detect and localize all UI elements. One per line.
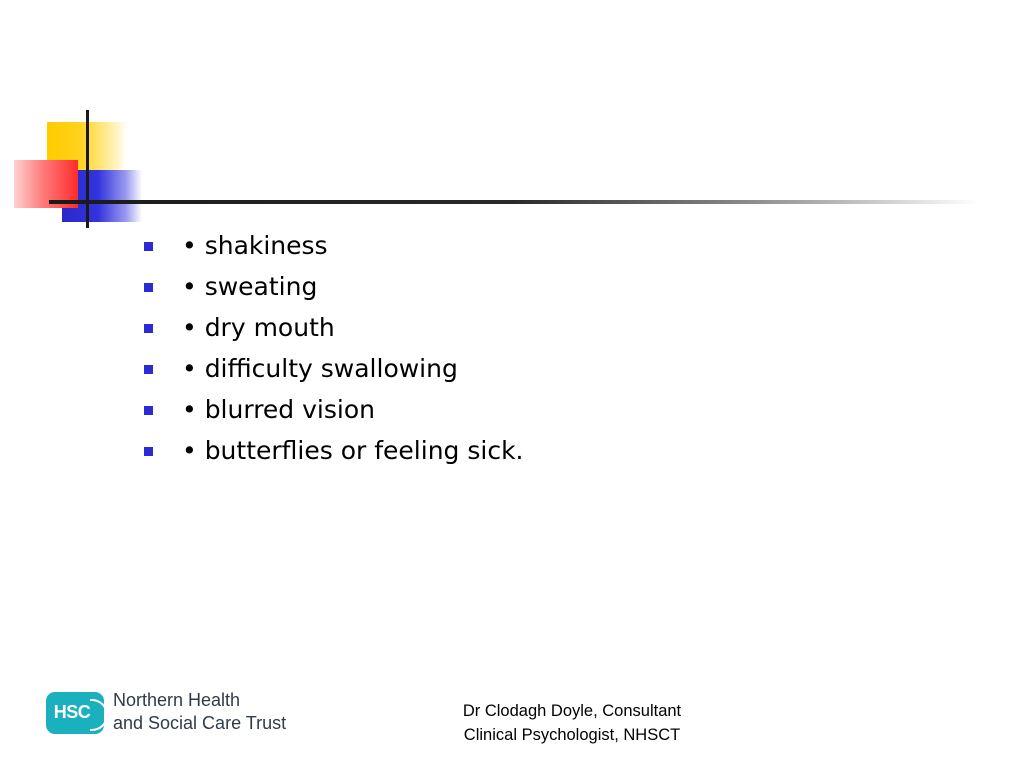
list-item: [144, 432, 524, 473]
list-item-text: • butterflies or feeling sick.: [182, 436, 524, 465]
list-item: [144, 350, 524, 391]
logo-org-line2: and Social Care Trust: [113, 713, 287, 733]
logo-org-line1: Northern Health: [113, 690, 241, 710]
footer-credit-line2: Clinical Psychologist, NHSCT: [463, 726, 681, 744]
hsc-badge: [46, 692, 104, 734]
title-divider-line: [49, 200, 979, 204]
list-item-text: • shakiness: [182, 231, 328, 260]
footer-credit-line1: Dr Clodagh Doyle, Consultant: [462, 702, 682, 720]
bullet-square-icon: [144, 365, 153, 374]
list-item: [144, 227, 524, 268]
footer-credit: [412, 699, 732, 747]
list-item: [144, 391, 524, 432]
bullet-square-icon: [144, 324, 153, 333]
list-item: [144, 309, 524, 350]
bullet-square-icon: [144, 406, 153, 415]
list-item-text: • difficulty swallowing: [182, 354, 458, 383]
list-item-text: • dry mouth: [182, 313, 335, 342]
bullet-square-icon: [144, 447, 153, 456]
hsc-arc-icon: [90, 699, 108, 731]
hsc-trust-logo: [46, 690, 306, 738]
hsc-badge-text: HSC: [53, 702, 91, 722]
bullet-square-icon: [144, 283, 153, 292]
list-item: [144, 268, 524, 309]
list-item-text: • sweating: [182, 272, 318, 301]
list-item-text: • blurred vision: [182, 395, 375, 424]
decorative-vertical-rule: [86, 110, 89, 228]
bullet-square-icon: [144, 242, 153, 251]
bullet-list: [144, 227, 524, 473]
